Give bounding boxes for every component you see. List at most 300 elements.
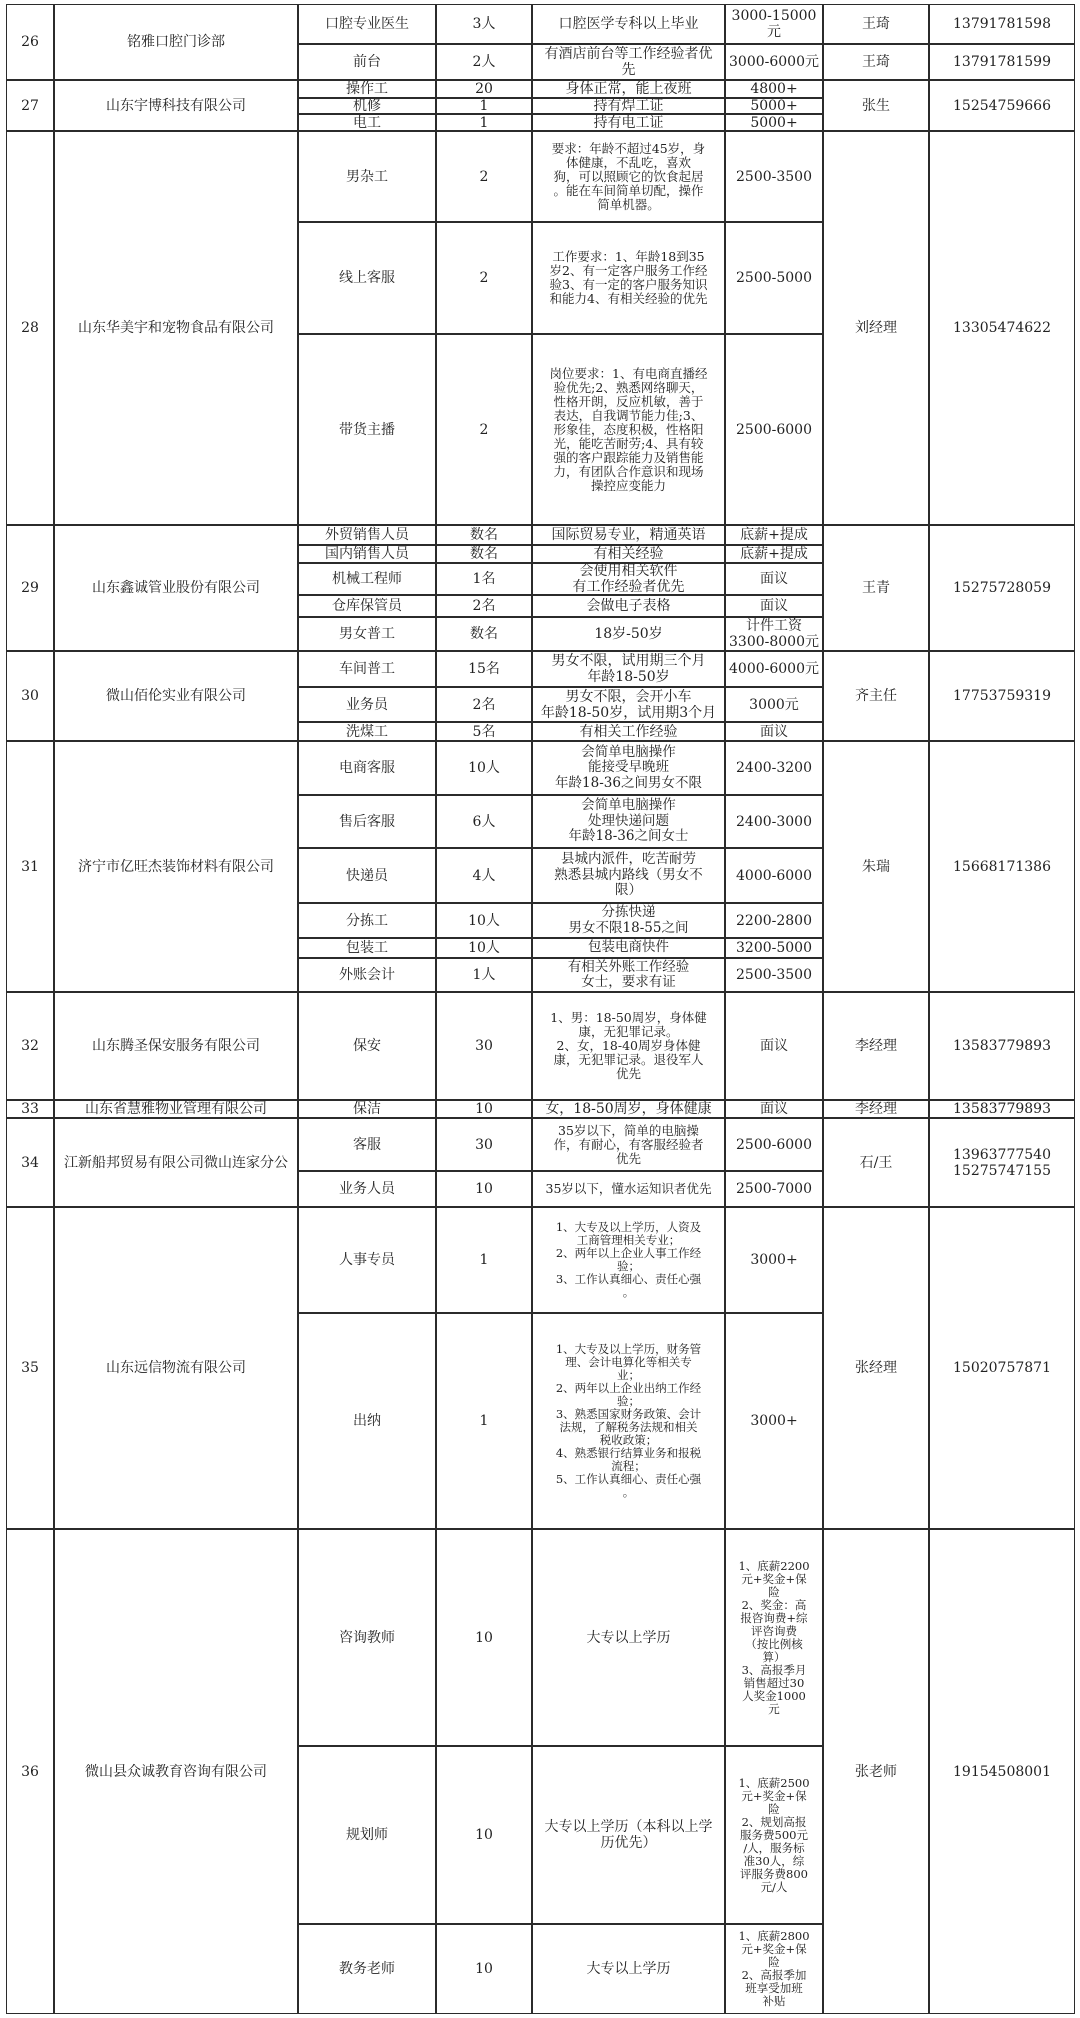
headcount: 10 [475,1961,493,1977]
salary: 2500-7000 [736,1181,812,1197]
headcount: 30 [475,1136,493,1153]
salary: 4000-6000元 [729,661,819,677]
requirements-cell [532,1207,725,1313]
company-name-cell [54,1118,298,1207]
requirements: 会做电子表格 [586,598,671,614]
contact-person: 王琦 [862,54,890,70]
requirements: 男女不限，试用期三个月 年龄18-50岁 [551,653,706,685]
contact-person: 朱瑞 [862,858,890,875]
headcount-cell [436,1529,532,1746]
row-number-cell [6,1207,54,1529]
headcount: 5名 [472,723,496,740]
job-title: 电工 [353,114,381,131]
headcount-cell [436,903,532,938]
salary: 底薪+提成 [740,527,808,543]
job-title-cell [298,131,436,222]
company-name: 山东宇博科技有限公司 [106,97,246,114]
requirements-cell [532,1118,725,1171]
requirements-cell [532,958,725,992]
job-title: 外贸销售人员 [325,527,409,543]
requirements: 35岁以下，懂水运知识者优先 [545,1181,712,1196]
job-title: 车间普工 [339,661,395,677]
headcount-cell [436,4,532,44]
salary-cell [725,1171,823,1207]
requirements-cell [532,44,725,80]
row-number: 34 [21,1154,39,1171]
requirements-cell [532,1746,725,1924]
salary: 1、底薪2500 元+奖金+保 险 2、规划高报 服务费500元 /人，服务标 准30人，综 评服务费800 元/人 [738,1775,810,1894]
headcount: 1 [479,1252,489,1268]
phone-number: 13583779893 [953,1038,1051,1054]
requirements-cell [532,545,725,563]
phone-number-cell [929,131,1075,525]
row-number: 30 [21,688,39,704]
contact-person: 刘经理 [855,320,897,336]
requirements-cell [532,563,725,595]
headcount-cell [436,545,532,563]
job-title: 客服 [353,1136,381,1153]
requirements: 35岁以下，简单的电脑操 作，有耐心，有客服经验者 优先 [553,1122,704,1166]
company-name-cell [54,80,298,131]
job-title: 业务人员 [339,1181,395,1197]
job-title-cell [298,563,436,595]
salary-cell [725,1207,823,1313]
requirements: 有酒店前台等工作经验者优 先 [544,46,713,78]
requirements: 18岁-50岁 [594,626,663,642]
salary-cell [725,848,823,903]
requirements-cell [532,1171,725,1207]
headcount: 数名 [470,527,498,543]
salary: 3000元 [749,696,799,713]
row-number-cell [6,1529,54,2014]
headcount-cell [436,114,532,131]
job-title: 保安 [353,1038,381,1054]
job-title-cell [298,1529,436,1746]
headcount: 2 [479,168,489,185]
contact-person: 齐主任 [855,688,897,704]
company-name: 山东华美宇和宠物食品有限公司 [78,320,274,336]
contact-person: 张生 [862,97,890,114]
salary-cell [725,4,823,44]
row-number-cell [6,80,54,131]
job-title-cell [298,958,436,992]
job-title: 分拣工 [346,912,388,929]
job-title: 前台 [353,54,381,70]
job-title: 售后客服 [339,813,395,830]
headcount: 3人 [472,16,496,32]
requirements: 大专以上学历 [586,1629,671,1646]
phone-number-cell [929,44,1075,80]
salary-cell [725,617,823,651]
headcount: 2名 [472,696,496,713]
job-title-cell [298,525,436,545]
requirements: 工作要求：1、年龄18到35 岁2、有一定客户服务工作经 验3、有一定的客户服务知识 和能力4、有相关经验的优先 [549,249,708,306]
job-title-cell [298,545,436,563]
headcount: 10 [475,1101,493,1117]
headcount-cell [436,1924,532,2014]
row-number-cell [6,131,54,525]
row-number: 27 [21,97,39,114]
headcount-cell [436,687,532,722]
company-name: 微山佰伦实业有限公司 [106,688,246,704]
requirements-cell [532,848,725,903]
job-title: 国内销售人员 [325,546,409,562]
phone-number-cell [929,525,1075,651]
salary-cell [725,1118,823,1171]
headcount-cell [436,98,532,114]
headcount: 10人 [468,912,500,929]
requirements: 1、大专及以上学历，人资及 工商管理相关专业； 2、两年以上企业人事工作经 验； 3、工作认真细心、责任心强 。 [555,1220,702,1299]
job-title-cell [298,848,436,903]
salary-cell [725,222,823,334]
company-name-cell [54,741,298,992]
salary-cell [725,795,823,848]
headcount: 2 [479,421,489,438]
salary: 2400-3200 [736,760,812,776]
headcount-cell [436,1171,532,1207]
contact-person-cell [823,1529,929,2014]
salary: 1、底薪2800 元+奖金+保 险 2、高报季加 班享受加班 补贴 [738,1929,810,2008]
requirements-cell [532,80,725,98]
salary: 5000+ [750,114,798,131]
headcount: 数名 [470,546,498,562]
requirements-cell [532,114,725,131]
salary-cell [725,992,823,1100]
job-title: 线上客服 [339,270,395,286]
job-title: 口腔专业医生 [325,16,409,32]
phone-number: 13963777540 15275747155 [953,1146,1051,1179]
requirements: 1、男：18-50周岁，身体健 康，无犯罪记录。 2、女，18-40周岁身体健 康，无犯罪记录。退役军人 优先 [550,1010,707,1081]
headcount-cell [436,1100,532,1118]
contact-person: 王青 [862,580,890,596]
salary: 面议 [760,1101,788,1117]
phone-number: 13305474622 [953,320,1051,336]
requirements: 岗位要求：1、有电商直播经 验优先;2、熟悉网络聊天， 性格开朗，反应机敏，善于 表达，自我调节能力佳;3、 形象佳，态度积极，性格阳 光，能吃苦耐劳;4、具有较 强的客户跟踪能力及销售能 力，有团队合作意识和现场 操控应变能力 [549,365,708,493]
job-title: 仓库保管员 [332,598,402,614]
phone-number-cell [929,1207,1075,1529]
job-title-cell [298,98,436,114]
headcount: 6人 [472,813,496,830]
requirements: 要求：年龄不超过45岁，身 体健康，不乱吃，喜欢 狗，可以照顾它的饮食起居 。能在车间简单切配，操作 简单机器。 [551,140,706,212]
phone-number: 15254759666 [953,97,1051,114]
salary-cell [725,938,823,958]
headcount: 1人 [472,967,496,983]
row-number-cell [6,741,54,992]
requirements-cell [532,98,725,114]
requirements-cell [532,1529,725,1746]
salary-cell [725,1529,823,1746]
headcount: 2 [479,270,489,286]
phone-number-cell [929,992,1075,1100]
requirements: 会使用相关软件 有工作经验者优先 [572,563,685,595]
headcount-cell [436,80,532,98]
requirements: 持有电工证 [593,114,664,131]
company-name-cell [54,1529,298,2014]
contact-person-cell [823,651,929,741]
job-title-cell [298,1118,436,1171]
headcount: 10 [475,1181,493,1197]
job-title: 规划师 [346,1827,388,1843]
company-name-cell [54,525,298,651]
requirements-cell [532,334,725,525]
job-title: 男女普工 [339,626,395,642]
requirements-cell [532,722,725,741]
requirements: 女，18-50周岁，身体健康 [545,1101,712,1117]
job-title-cell [298,222,436,334]
contact-person-cell [823,131,929,525]
job-title: 电商客服 [339,760,395,776]
salary: 面议 [760,1038,788,1054]
salary: 4800+ [750,81,798,97]
headcount-cell [436,1118,532,1171]
contact-person-cell [823,1118,929,1207]
phone-number-cell [929,1100,1075,1118]
contact-person-cell [823,525,929,651]
contact-person-cell [823,4,929,44]
company-name: 山东远信物流有限公司 [106,1360,246,1376]
contact-person: 张老师 [855,1763,897,1780]
headcount-cell [436,651,532,687]
contact-person-cell [823,80,929,131]
headcount: 2名 [472,598,496,614]
contact-person: 李经理 [855,1038,897,1054]
job-title-cell [298,722,436,741]
headcount-cell [436,848,532,903]
headcount: 10 [475,1827,493,1843]
salary-cell [725,545,823,563]
contact-person-cell [823,1100,929,1118]
headcount-cell [436,131,532,222]
job-title-cell [298,938,436,958]
company-name-cell [54,992,298,1100]
phone-number: 17753759319 [953,688,1051,704]
salary: 2500-3500 [736,168,812,185]
salary-cell [725,334,823,525]
phone-number: 19154508001 [953,1763,1051,1780]
job-title: 操作工 [346,81,388,97]
requirements: 包装电商快件 [588,939,669,956]
phone-number-cell [929,80,1075,131]
contact-person-cell [823,992,929,1100]
salary: 3000+ [750,1413,798,1429]
salary-cell [725,114,823,131]
headcount-cell [436,525,532,545]
phone-number-cell [929,1529,1075,2014]
salary: 3000+ [750,1252,798,1268]
phone-number-cell [929,1118,1075,1207]
row-number: 31 [21,858,39,875]
requirements: 会简单电脑操作 能接受早晚班 年龄18-36之间男女不限 [555,743,702,791]
requirements-cell [532,795,725,848]
headcount-cell [436,334,532,525]
requirements-cell [532,131,725,222]
salary: 4000-6000 [736,867,812,884]
headcount: 15名 [468,661,500,677]
contact-person: 张经理 [855,1360,897,1376]
requirements-cell [532,525,725,545]
requirements: 分拣快递 男女不限18-55之间 [568,904,689,936]
salary: 计件工资 3300-8000元 [729,618,819,650]
requirements: 身体正常，能上夜班 [565,81,692,97]
requirements-cell [532,903,725,938]
headcount: 1 [479,114,489,131]
headcount-cell [436,595,532,617]
headcount: 4人 [472,867,496,884]
headcount: 10 [475,1629,493,1646]
job-title-cell [298,903,436,938]
company-name: 山东腾圣保安服务有限公司 [92,1038,260,1054]
job-title: 快递员 [346,867,388,884]
job-title: 带货主播 [339,421,395,438]
job-title-cell [298,1924,436,2014]
job-title: 机修 [353,98,381,114]
row-number: 36 [21,1763,39,1780]
salary: 2500-6000 [736,1136,812,1153]
job-title-cell [298,617,436,651]
headcount: 1名 [472,571,496,587]
job-title: 出纳 [353,1413,381,1429]
headcount-cell [436,563,532,595]
job-title-cell [298,80,436,98]
salary-cell [725,98,823,114]
job-title: 教务老师 [339,1961,395,1977]
job-title-cell [298,1746,436,1924]
job-title-cell [298,992,436,1100]
headcount: 10人 [468,760,500,776]
requirements: 大专以上学历（本科以上学 历优先） [544,1819,713,1851]
phone-number: 15020757871 [953,1360,1051,1376]
row-number: 33 [21,1101,39,1117]
headcount-cell [436,741,532,795]
salary-cell [725,1313,823,1529]
job-title-cell [298,4,436,44]
contact-person: 石/王 [859,1154,893,1171]
requirements-cell [532,938,725,958]
phone-number: 15275728059 [953,580,1051,596]
salary: 5000+ [750,98,798,114]
job-title-cell [298,1100,436,1118]
salary-cell [725,563,823,595]
salary: 2400-3000 [736,813,812,830]
job-title-cell [298,1171,436,1207]
headcount-cell [436,795,532,848]
contact-person-cell [823,741,929,992]
requirements-cell [532,1100,725,1118]
phone-number-cell [929,651,1075,741]
headcount: 2人 [472,54,496,70]
salary-cell [725,651,823,687]
salary: 面议 [760,723,788,740]
headcount-cell [436,938,532,958]
job-title-cell [298,687,436,722]
job-title-cell [298,595,436,617]
salary-cell [725,722,823,741]
salary-cell [725,525,823,545]
requirements-cell [532,1313,725,1529]
contact-person-cell [823,44,929,80]
headcount: 1 [479,98,489,114]
headcount: 数名 [470,626,498,642]
job-title-cell [298,1313,436,1529]
row-number: 29 [21,580,39,596]
job-title: 外账会计 [339,967,395,983]
headcount: 10人 [468,940,500,956]
salary: 2500-3500 [736,967,812,983]
phone-number-cell [929,4,1075,44]
row-number-cell [6,1100,54,1118]
salary: 3000-15000 元 [731,8,817,40]
salary-cell [725,903,823,938]
company-name-cell [54,1207,298,1529]
job-title: 人事专员 [339,1252,395,1268]
job-title-cell [298,741,436,795]
requirements-cell [532,4,725,44]
salary-cell [725,687,823,722]
salary: 3200-5000 [736,940,812,956]
headcount-cell [436,992,532,1100]
headcount-cell [436,222,532,334]
salary-cell [725,131,823,222]
headcount-cell [436,1207,532,1313]
requirements: 有相关外账工作经验 女士，要求有证 [567,958,690,990]
contact-person: 李经理 [855,1101,897,1117]
requirements-cell [532,595,725,617]
requirements: 口腔医学专科以上毕业 [558,16,699,32]
salary-cell [725,44,823,80]
job-title-cell [298,44,436,80]
company-name-cell [54,1100,298,1118]
phone-number: 13791781598 [953,16,1051,32]
company-name-cell [54,4,298,80]
requirements-cell [532,222,725,334]
requirements: 县城内派件，吃苦耐劳 熟悉县城内路线（男女不 限） [554,851,703,899]
salary-cell [725,958,823,992]
requirements-cell [532,651,725,687]
salary: 3000-6000元 [729,54,819,70]
salary-cell [725,1100,823,1118]
row-number-cell [6,651,54,741]
headcount-cell [436,1313,532,1529]
requirements-cell [532,741,725,795]
company-name-cell [54,651,298,741]
salary: 1、底薪2200 元+奖金+保 险 2、奖金：高 报咨询费+综 评咨询费 （按比例核 算） 3、高报季月 销售超过30 人奖金1000 元 [738,1558,810,1716]
job-title-cell [298,651,436,687]
headcount-cell [436,1746,532,1924]
job-title-cell [298,114,436,131]
company-name: 铭雅口腔门诊部 [127,34,225,50]
requirements: 持有焊工证 [593,98,664,114]
requirements: 1、大专及以上学历，财务管 理、会计电算化等相关专 业； 2、两年以上企业出纳工作经 验； 3、熟悉国家财务政策、会计 法规，了解税务法规和相关 税收政策； 4、熟悉银行结算业务和报税 流程； 5、工作认真细心、责任心强 。 [555,1342,702,1499]
requirements: 会简单电脑操作 处理快递问题 年龄18-36之间女士 [568,797,689,845]
job-title-cell [298,1207,436,1313]
phone-number-cell [929,741,1075,992]
salary-cell [725,80,823,98]
contact-person: 王琦 [862,16,890,32]
requirements: 男女不限，会开小车 年龄18-50岁，试用期3个月 [540,688,717,721]
phone-number: 15668171386 [953,858,1051,875]
headcount-cell [436,958,532,992]
job-title-cell [298,334,436,525]
salary: 2500-6000 [736,421,812,438]
company-name: 山东鑫诚管业股份有限公司 [92,580,260,596]
row-number: 26 [21,34,39,50]
contact-person-cell [823,1207,929,1529]
requirements-cell [532,617,725,651]
job-title: 男杂工 [346,168,388,185]
salary: 2500-5000 [736,270,812,286]
company-name-cell [54,131,298,525]
headcount-cell [436,44,532,80]
